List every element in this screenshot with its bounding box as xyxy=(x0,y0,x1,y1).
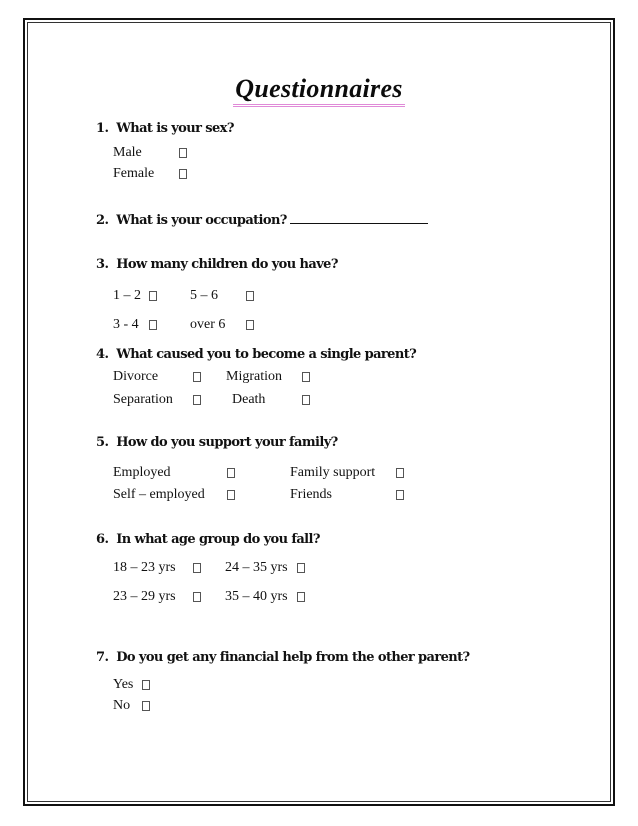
option-35-40: 35 – 40 yrs xyxy=(225,589,288,604)
option-over-6: over 6 xyxy=(190,317,226,332)
checkbox-death[interactable] xyxy=(302,395,310,405)
checkbox-friends[interactable] xyxy=(396,490,404,500)
option-23-29: 23 – 29 yrs xyxy=(113,589,176,604)
option-migration: Migration xyxy=(226,369,282,384)
question-2: 2. What is your occupation? xyxy=(96,212,428,228)
checkbox-yes[interactable] xyxy=(142,680,150,690)
occupation-answer-line[interactable] xyxy=(290,212,428,224)
option-male: Male xyxy=(113,145,142,160)
checkbox-1-2[interactable] xyxy=(149,291,157,301)
page-title: Questionnaires xyxy=(0,74,638,107)
checkbox-24-35[interactable] xyxy=(297,563,305,573)
checkbox-no[interactable] xyxy=(142,701,150,711)
checkbox-18-23[interactable] xyxy=(193,563,201,573)
option-female: Female xyxy=(113,166,155,181)
option-18-23: 18 – 23 yrs xyxy=(113,560,176,575)
checkbox-23-29[interactable] xyxy=(193,592,201,602)
option-3-4: 3 - 4 xyxy=(113,317,139,332)
checkbox-over-6[interactable] xyxy=(246,320,254,330)
option-death: Death xyxy=(232,392,266,407)
option-no: No xyxy=(113,698,131,713)
checkbox-divorce[interactable] xyxy=(193,372,201,382)
option-24-35: 24 – 35 yrs xyxy=(225,560,288,575)
option-self-employed: Self – employed xyxy=(113,487,205,502)
checkbox-female[interactable] xyxy=(179,169,187,179)
checkbox-35-40[interactable] xyxy=(297,592,305,602)
checkbox-male[interactable] xyxy=(179,148,187,158)
question-3: 3. How many children do you have? xyxy=(96,257,338,272)
checkbox-separation[interactable] xyxy=(193,395,201,405)
question-6: 6. In what age group do you fall? xyxy=(96,532,320,547)
question-5: 5. How do you support your family? xyxy=(96,435,338,450)
checkbox-family-support[interactable] xyxy=(396,468,404,478)
option-1-2: 1 – 2 xyxy=(113,288,141,303)
question-1: 1. What is your sex? xyxy=(96,121,234,136)
question-4: 4. What caused you to become a single parent? xyxy=(96,347,417,362)
checkbox-3-4[interactable] xyxy=(149,320,157,330)
checkbox-migration[interactable] xyxy=(302,372,310,382)
option-employed: Employed xyxy=(113,465,171,480)
checkbox-5-6[interactable] xyxy=(246,291,254,301)
option-friends: Friends xyxy=(290,487,332,502)
option-divorce: Divorce xyxy=(113,369,159,384)
option-5-6: 5 – 6 xyxy=(190,288,218,303)
checkbox-employed[interactable] xyxy=(227,468,235,478)
question-7: 7. Do you get any financial help from the other parent? xyxy=(96,650,470,665)
checkbox-self-employed[interactable] xyxy=(227,490,235,500)
option-separation: Separation xyxy=(113,392,173,407)
option-yes: Yes xyxy=(113,677,134,692)
option-family-support: Family support xyxy=(290,465,376,480)
